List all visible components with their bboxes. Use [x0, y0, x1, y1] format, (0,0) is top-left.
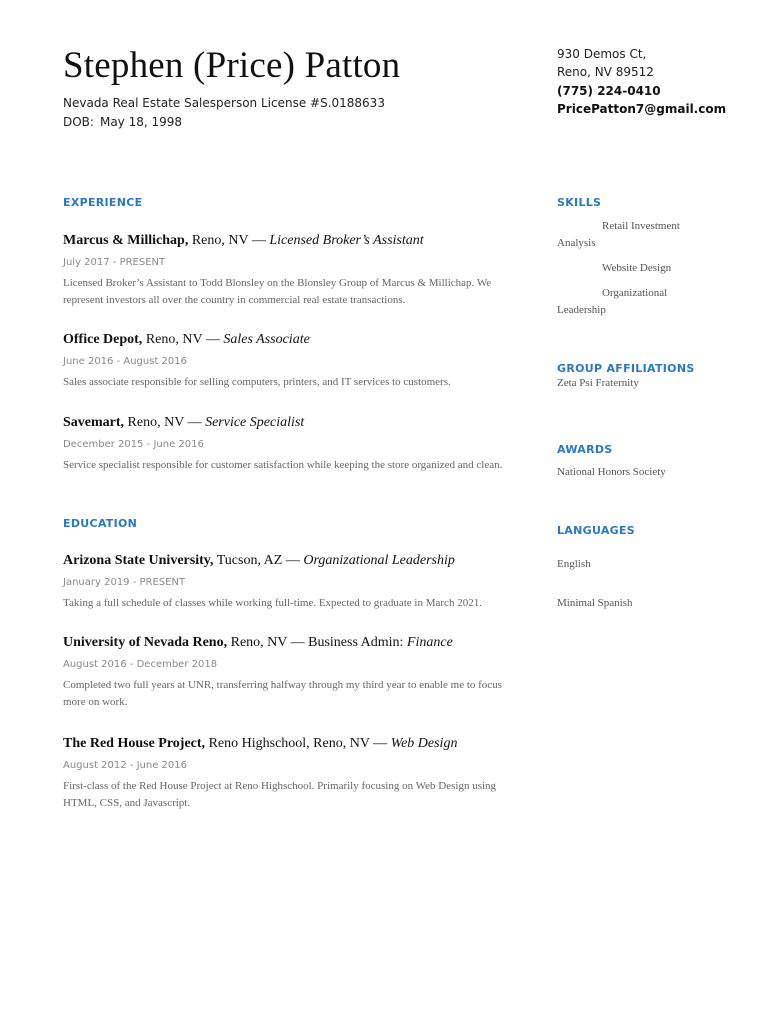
- education-entry: [63, 634, 518, 711]
- education-entry: [63, 735, 518, 812]
- affiliation-item: Zeta Psi Fraternity: [557, 377, 639, 389]
- entry-location: Reno, NV —: [142, 332, 224, 347]
- resume-name: Stephen (Price) Patton: [63, 45, 401, 86]
- entry-description: Completed two full years at UNR, transferring halfway through my third year to enable me to focus more on work.: [63, 679, 502, 708]
- awards-heading: AWARDS: [557, 443, 613, 456]
- phone-number: (775) 224-0410: [557, 84, 661, 98]
- entry-org: Marcus & Millichap,: [63, 233, 189, 248]
- skills-heading: SKILLS: [557, 196, 602, 209]
- entry-location: Reno Highschool, Reno, NV —: [205, 736, 391, 751]
- entry-dates: July 2017 - PRESENT: [63, 257, 166, 268]
- entry-dates: June 2016 - August 2016: [63, 356, 187, 367]
- email-address: PricePatton7@gmail.com: [557, 102, 727, 116]
- language-item: Minimal Spanish: [557, 597, 633, 609]
- experience-heading: EXPERIENCE: [63, 196, 143, 209]
- entry-title: [63, 414, 518, 432]
- entry-dates: August 2012 - June 2016: [63, 760, 187, 771]
- dob-label: DOB:: [63, 115, 94, 129]
- entry-org: Savemart,: [63, 415, 125, 430]
- entry-title: [63, 232, 518, 250]
- entry-location: Tucson, AZ —: [213, 553, 304, 568]
- dob-line: [63, 115, 182, 129]
- entry-org: The Red House Project,: [63, 736, 206, 751]
- entry-description: Service specialist responsible for customer satisfaction while keeping the store organized and clean.: [63, 459, 503, 471]
- entry-title: [63, 634, 518, 652]
- entry-dates: December 2015 - June 2016: [63, 439, 204, 450]
- education-entry: [63, 552, 518, 612]
- entry-dates: January 2019 - PRESENT: [63, 577, 186, 588]
- entry-role: Web Design: [390, 736, 458, 751]
- entry-title: [63, 735, 518, 753]
- group-affiliations-heading: GROUP AFFILIATIONS: [557, 362, 695, 375]
- education-heading: EDUCATION: [63, 517, 138, 530]
- entry-description: Taking a full schedule of classes while working full-time. Expected to graduate in March 2021.: [63, 597, 482, 609]
- license-line: Nevada Real Estate Salesperson License #S.0188633: [63, 96, 385, 110]
- address-line-2: Reno, NV 89512: [557, 65, 654, 79]
- entry-org: Office Depot,: [63, 332, 143, 347]
- award-item: National Honors Society: [557, 466, 666, 478]
- skill-item: [557, 218, 717, 252]
- skill-label: Retail Investment Analysis: [557, 220, 680, 249]
- experience-entry: [63, 232, 518, 309]
- entry-description: First-class of the Red House Project at Reno Highschool. Primarily focusing on Web Design using HTML, CSS, and Javascript.: [63, 780, 497, 809]
- entry-description: Licensed Broker’s Assistant to Todd Blonsley on the Blonsley Group of Marcus & Millichap. We represent investors all over the country in commercial real estate transactions.: [63, 277, 492, 306]
- skill-item: [557, 260, 717, 277]
- experience-entry: [63, 331, 518, 391]
- languages-heading: LANGUAGES: [557, 524, 636, 537]
- skill-item: [557, 285, 675, 319]
- experience-entry: [63, 414, 518, 474]
- entry-role: Organizational Leadership: [303, 553, 455, 568]
- entry-org: Arizona State University,: [63, 553, 214, 568]
- entry-location: Reno, NV — Business Admin:: [227, 635, 407, 650]
- language-item: English: [557, 558, 591, 570]
- entry-role: Service Specialist: [205, 415, 305, 430]
- entry-location: Reno, NV —: [124, 415, 206, 430]
- entry-org: University of Nevada Reno,: [63, 635, 228, 650]
- skill-label: Organizational Leadership: [557, 287, 668, 316]
- entry-title: [63, 331, 518, 349]
- address-line-1: 930 Demos Ct,: [557, 47, 647, 61]
- entry-description: Sales associate responsible for selling computers, printers, and IT services to customers.: [63, 376, 451, 388]
- entry-role: Finance: [406, 635, 453, 650]
- entry-title: [63, 552, 518, 570]
- skill-label: Website Design: [602, 262, 672, 274]
- entry-dates: August 2016 - December 2018: [63, 659, 218, 670]
- entry-role: Licensed Broker’s Assistant: [269, 233, 424, 248]
- entry-location: Reno, NV —: [188, 233, 270, 248]
- dob-value: May 18, 1998: [99, 115, 183, 129]
- entry-role: Sales Associate: [223, 332, 310, 347]
